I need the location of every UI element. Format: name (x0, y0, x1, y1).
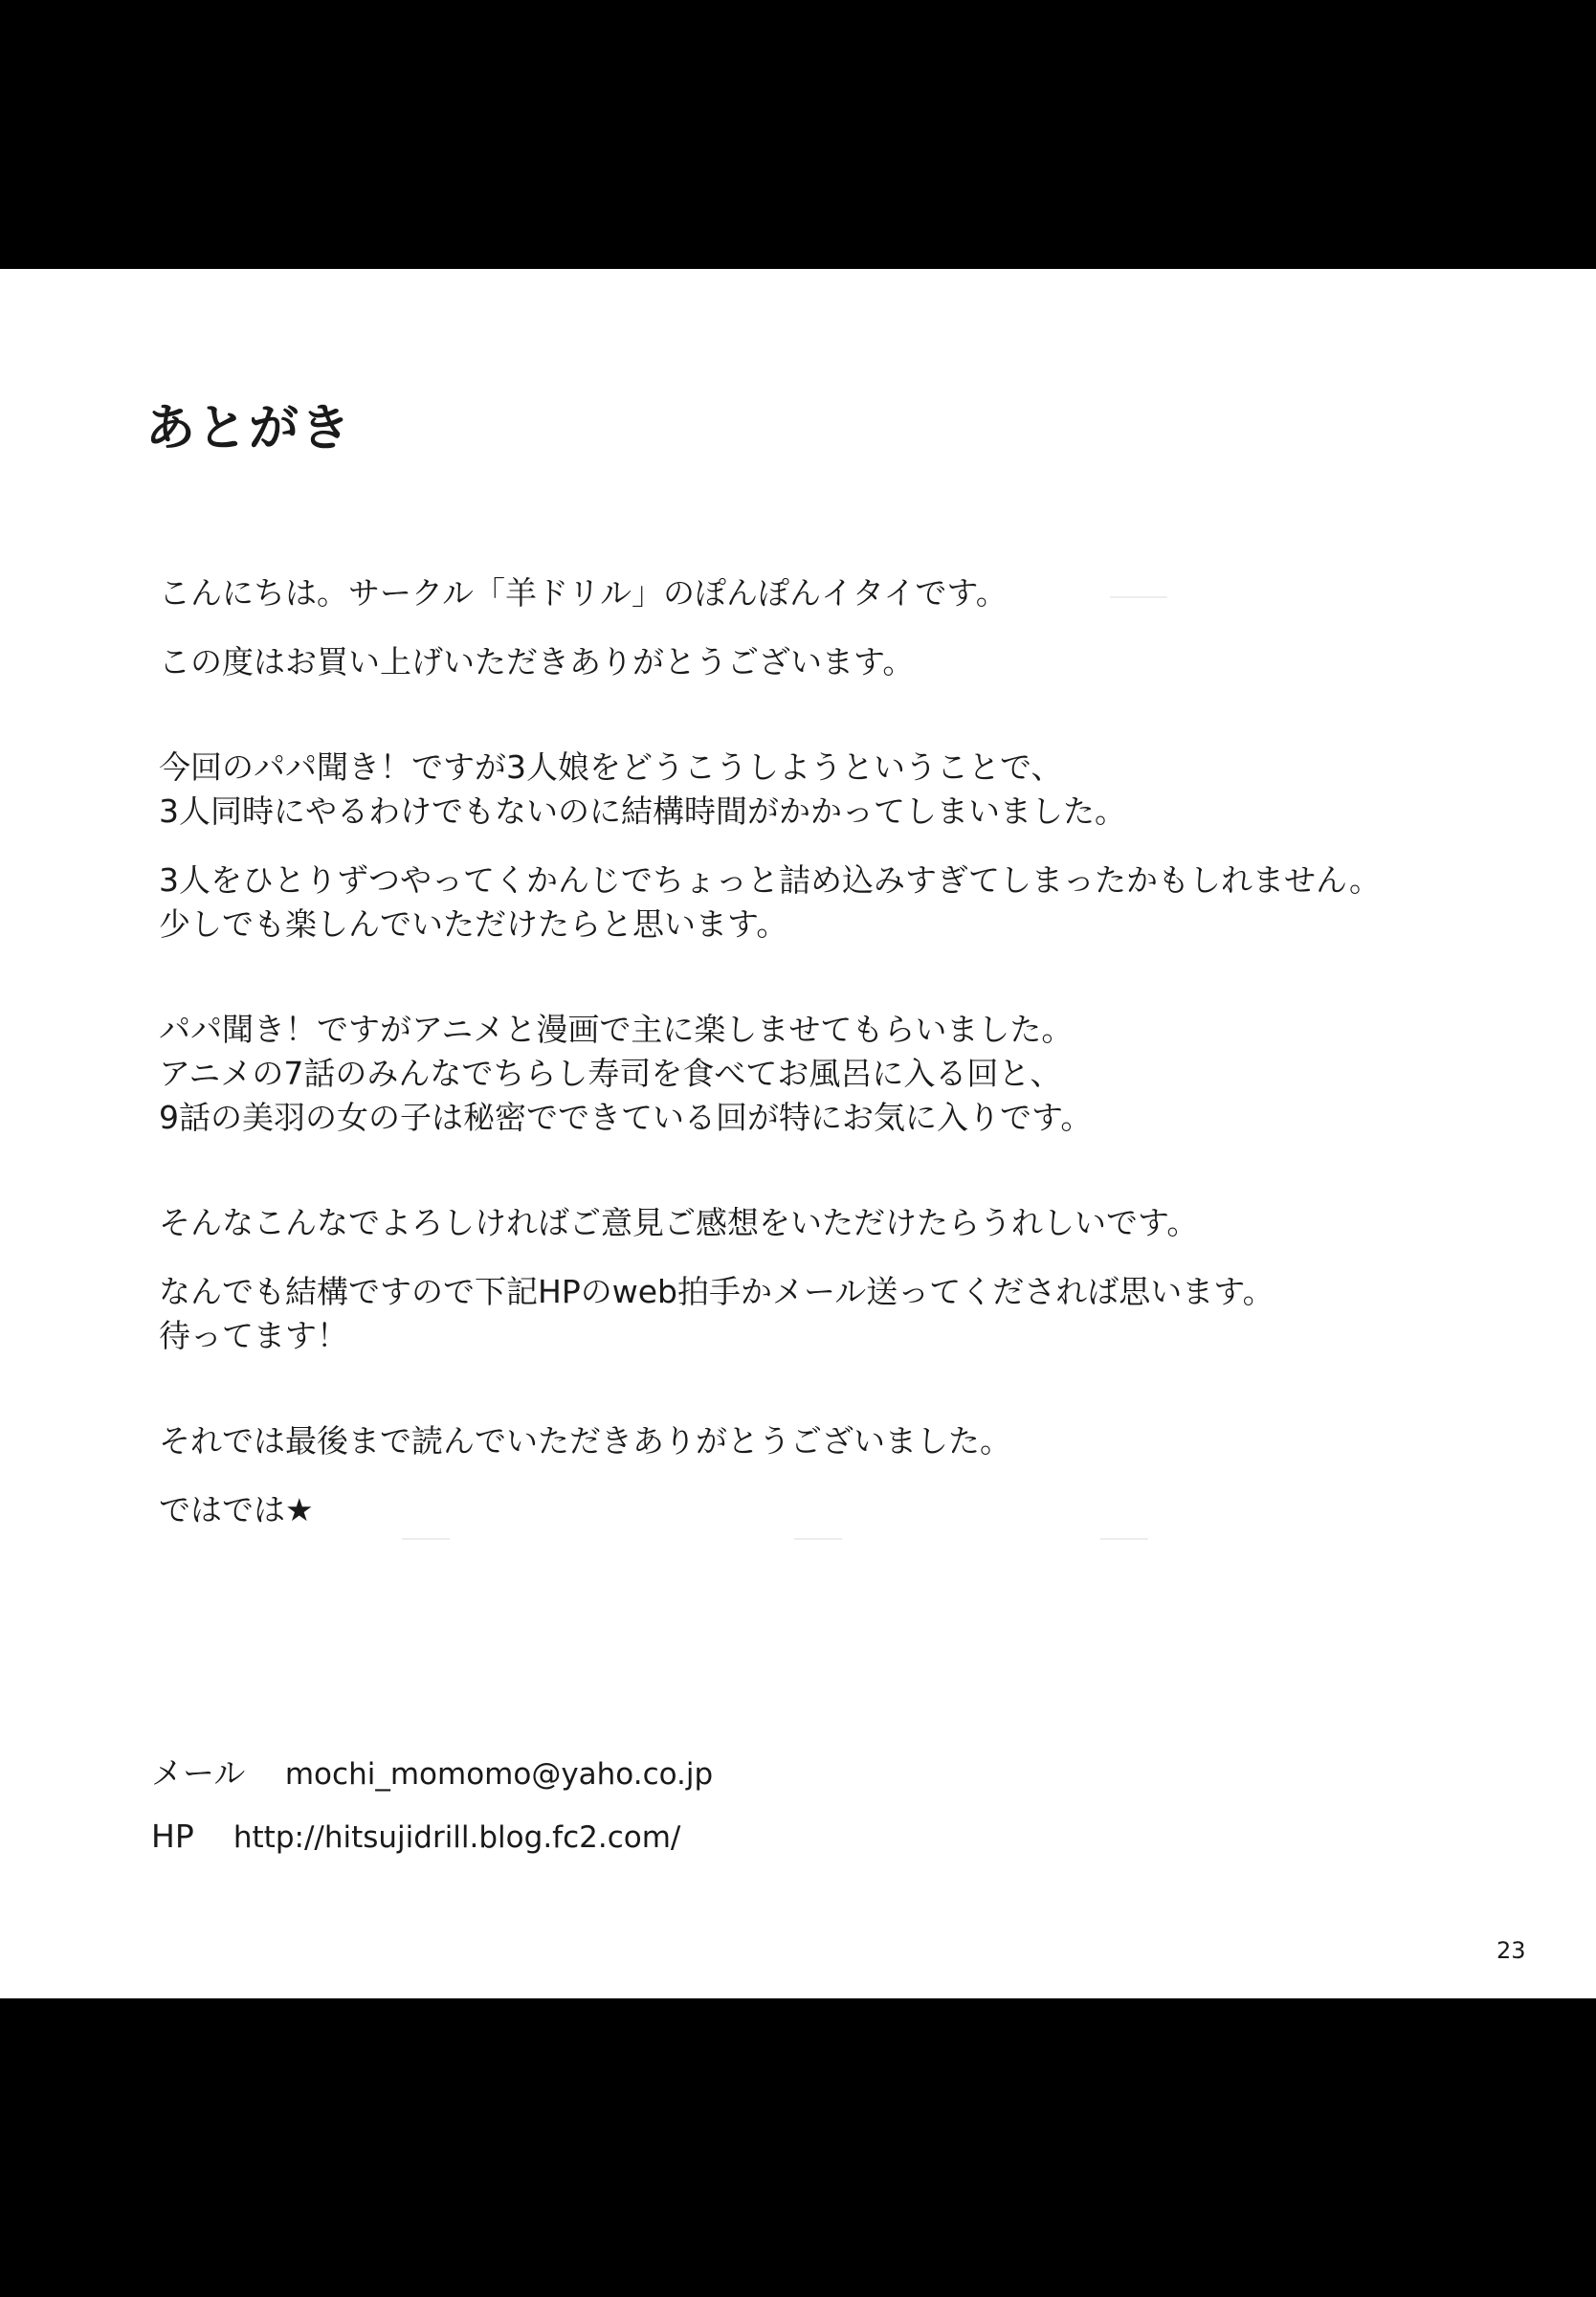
paragraph-anime (159, 1008, 1527, 1140)
paragraph-thanks (159, 640, 1527, 684)
page-title: あとがき (145, 400, 353, 457)
text-line: 少しでも楽しんでいただけたらと思います。 (159, 905, 788, 943)
text-line: そんなこんなでよろしければご意見ご感想をいただけたらうれしいです。 (159, 1204, 1199, 1241)
contact-homepage (151, 1818, 1299, 1855)
text-line: 3人同時にやるわけでもないのに結構時間がかかってしまいました。 (159, 792, 1126, 830)
paragraph-content (159, 859, 1527, 947)
text-line: この度はお買い上げいただきありがとうございます。 (159, 643, 915, 680)
scan-speck (1100, 1538, 1148, 1540)
paragraph-closing (159, 1419, 1527, 1463)
page-number: 23 (1496, 1937, 1526, 1964)
paragraph-signoff (159, 1488, 1527, 1532)
mail-label: メール (151, 1754, 246, 1792)
text-line: アニメの7話のみんなでちらし寿司を食べてお風呂に入る回と、 (159, 1055, 1062, 1092)
text-line: 待ってます！ (159, 1317, 348, 1354)
text-line: パパ聞き！ですがアニメと漫画で主に楽しませてもらいました。 (159, 1011, 1074, 1048)
text-line: こんにちは。サークル「羊ドリル」のぽんぽんイタイです。 (159, 574, 1008, 612)
contact-mail (151, 1749, 1299, 1794)
hp-url: http://hitsujidrill.blog.fc2.com/ (233, 1820, 681, 1855)
text-line: ではでは★ (159, 1491, 314, 1528)
paragraph-story (159, 746, 1527, 834)
paragraph-contact-request (159, 1270, 1527, 1358)
page-sheet (0, 269, 1596, 1998)
afterword-body (159, 571, 1527, 1532)
hp-label: HP (151, 1818, 194, 1855)
scan-speck (794, 1538, 842, 1540)
text-line: なんでも結構ですので下記HPのweb拍手かメール送ってくだされば思います。 (159, 1273, 1275, 1310)
text-line: 9話の美羽の女の子は秘密でできている回が特にお気に入りです。 (159, 1099, 1093, 1136)
scan-speck (1110, 596, 1167, 598)
scan-speck (402, 1538, 450, 1540)
bottom-black-border (0, 1998, 1596, 2297)
top-black-border (0, 0, 1596, 269)
paragraph-greeting (159, 571, 1527, 615)
text-line: 3人をひとりずつやってくかんじでちょっと詰め込みすぎてしまったかもしれません。 (159, 861, 1381, 899)
text-line: それでは最後まで読んでいただきありがとうございました。 (159, 1422, 1011, 1460)
mail-address: mochi_momomo@yaho.co.jp (284, 1757, 714, 1792)
text-line: 今回のパパ聞き！ですが3人娘をどうこうしようということで、 (159, 748, 1063, 786)
paragraph-feedback (159, 1201, 1527, 1245)
